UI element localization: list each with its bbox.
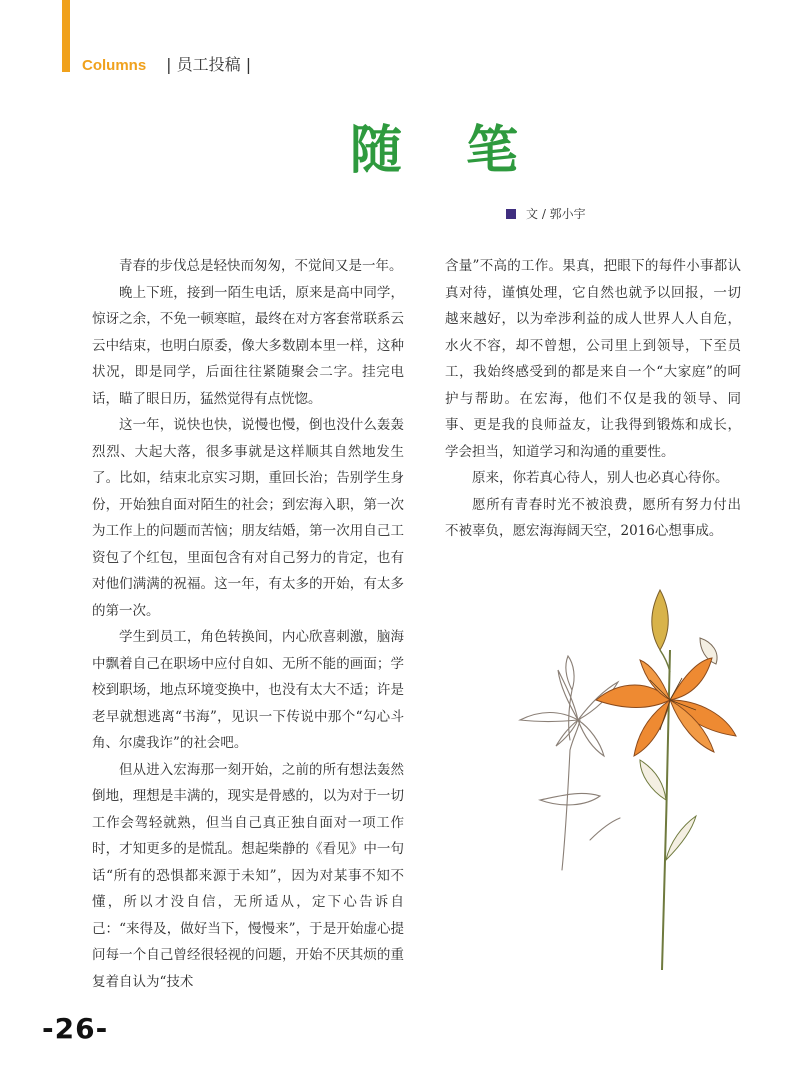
byline-square-icon — [506, 209, 516, 219]
byline-text: 文 / 郭小宇 — [526, 207, 586, 221]
article-title: 随笔 — [350, 120, 583, 181]
paragraph: 含量”不高的工作。果真，把眼下的每件小事都认真对待，谨慎处理，它自然也就予以回报，一切越来越好，以为牵涉利益的成人世界人人自危，水火不容，却不曾想，公司里上到领导，下至员工，我始终感受到的都是来自一个“大家庭”的呵护与帮助。在宏海，他们不仅是我的领导、同事、更是我的良师益友，让我得到锻炼和成长，学会担当，知道学习和沟通的重要性。 — [445, 258, 741, 460]
header-accent-bar — [62, 0, 70, 72]
lily-flower-illustration — [500, 560, 760, 980]
column-header — [82, 52, 251, 75]
section-label: | 员工投稿 | — [166, 55, 252, 74]
page-number: -26- — [42, 1012, 109, 1045]
orange-lily-icon — [596, 590, 736, 970]
paragraph: 晚上下班，接到一陌生电话，原来是高中同学，惊讶之余，不免一顿寒暄，最终在对方客套常联系云云中结束，也明白原委，像大多数剧本里一样，这种状况，即是同学，后面往往紧随聚会二字。挂完电话，瞄了眼日历，猛然觉得有点恍惚。 — [92, 284, 404, 407]
paragraph: 愿所有青春时光不被浪费，愿所有努力付出不被辜负，愿宏海海阔天空，2016心想事成。 — [445, 496, 741, 539]
paragraph: 青春的步伐总是轻快而匆匆，不觉间又是一年。 — [119, 258, 403, 274]
paragraph: 这一年，说快也快，说慢也慢，倒也没什么轰轰烈烈、大起大落，很多事就是这样顺其自然地发生了。比如，结束北京实习期，重回长治；告别学生身份，开始独自面对陌生的社会；到宏海入职，第一次为工作上的问题而苦恼；朋友结婚，第一次用自己工资包了个红包，里面包含有对自己努力的肯定，也有对他们满满的祝福。这一年，有太多的开始，有太多的第一次。 — [92, 417, 404, 619]
columns-label: Columns — [82, 57, 147, 74]
sketch-lily-icon — [520, 656, 620, 870]
paragraph: 学生到员工，角色转换间，内心欣喜刺激，脑海中飘着自己在职场中应付自如、无所不能的画面；学校到职场，地点环境变换中，也没有太大不适；许是老早就想逃离“书海”，见识一下传说中那个“勾心斗角、尔虞我诈”的社会吧。 — [92, 629, 404, 751]
byline — [506, 205, 586, 222]
paragraph: 原来，你若真心待人，别人也必真心待你。 — [472, 470, 729, 486]
left-column — [92, 253, 404, 995]
paragraph: 但从进入宏海那一刻开始，之前的所有想法轰然倒地，理想是丰满的，现实是骨感的，以为对于一切工作会驾轻就熟，但当自己真正独自面对一项工作时，才知更多的是慌乱。想起柴静的《看见》中一句话“所有的恐惧都来源于未知”，因为对某事不知不懂，所以才没自信，无所适从，定下心告诉自己：“来得及，做好当下，慢慢来”，于是开始虚心提问每一个自己曾经很轻视的问题，开始不厌其烦的重复着自认为“技术 — [92, 761, 404, 990]
right-column — [445, 253, 741, 545]
